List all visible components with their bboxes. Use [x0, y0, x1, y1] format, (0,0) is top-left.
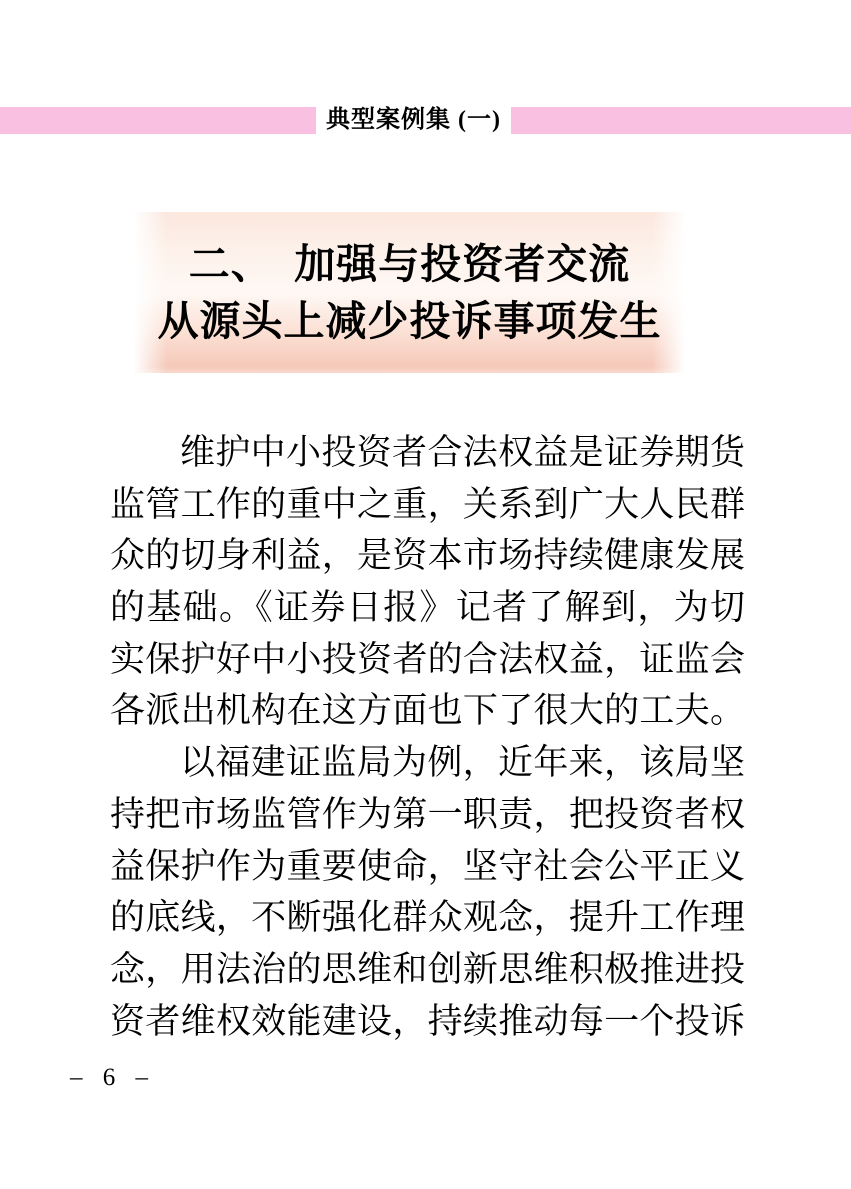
page-number: – 6 –	[70, 1064, 155, 1091]
body-line: 各派出机构在这方面也下了很大的工夫。	[110, 691, 745, 731]
body-line: 以福建证监局为例，近年来，该局坚	[180, 743, 745, 783]
header-rule-right	[511, 107, 851, 134]
body-line: 益保护作为重要使命，坚守社会公平正义	[110, 846, 745, 886]
body-line: 实保护好中小投资者的合法权益，证监会	[110, 639, 745, 679]
body-line: 众的切身利益，是资本市场持续健康发展	[110, 536, 745, 576]
running-head-title: 典型案例集 (一)	[316, 101, 511, 139]
body-text	[110, 427, 745, 1047]
body-line: 的底线，不断强化群众观念，提升工作理	[110, 898, 745, 938]
chapter-title-line1: 二、 加强与投资者交流	[188, 240, 631, 287]
body-line: 持把市场监管作为第一职责，把投资者权	[110, 794, 745, 834]
body-line: 念，用法治的思维和创新思维积极推进投	[110, 949, 745, 989]
body-line: 的基础。《证券日报》记者了解到，为切	[110, 588, 745, 628]
chapter-title-line2: 从源头上减少投诉事项发生	[157, 297, 662, 344]
body-line: 监管工作的重中之重，关系到广大人民群	[110, 484, 745, 524]
body-line: 维护中小投资者合法权益是证券期货	[180, 433, 745, 472]
header-rule-left	[0, 107, 316, 134]
body-line: 资者维权效能建设，持续推动每一个投诉	[110, 1001, 745, 1041]
chapter-title-block	[134, 212, 685, 373]
